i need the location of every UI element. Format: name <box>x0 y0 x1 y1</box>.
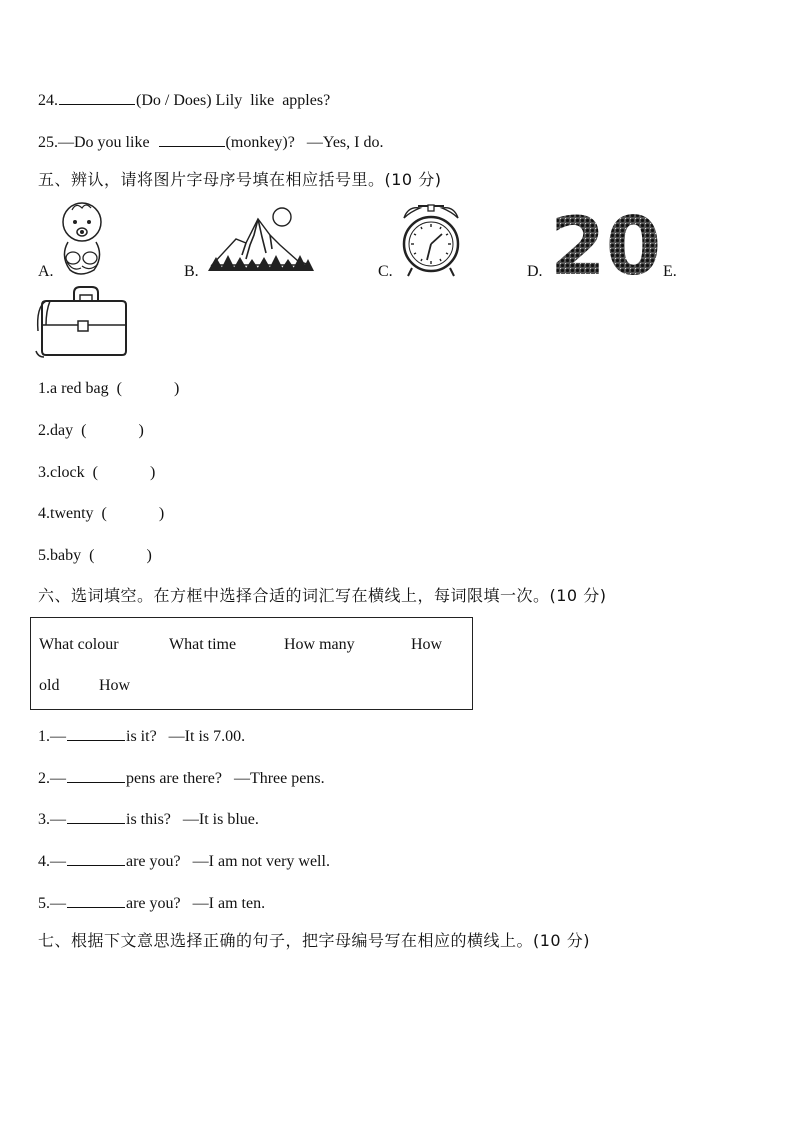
item-prefix: 2.— <box>38 770 66 787</box>
answer-blank[interactable] <box>67 724 125 741</box>
bag-icon <box>34 285 130 359</box>
item-text: is it? <box>126 728 157 745</box>
item-label: 5.baby <box>38 547 82 564</box>
answer-blank[interactable] <box>67 807 125 824</box>
item-text: pens are there? <box>126 770 222 787</box>
option-letter-a: A. <box>38 263 54 280</box>
word-bank-item: How <box>99 677 131 694</box>
match-item-3 <box>38 463 155 483</box>
question-25 <box>38 130 383 153</box>
section-5-heading: 五、辨认，请将图片字母序号填在相应括号里。(10 分) <box>38 170 442 189</box>
number-twenty-text: 20 <box>550 200 662 293</box>
match-item-1 <box>38 379 179 399</box>
option-letter-e: E. <box>663 263 677 280</box>
match-item-4 <box>38 504 164 524</box>
item-label: 3.clock <box>38 464 85 481</box>
paren-close: ) <box>158 505 165 522</box>
question-text: (Do / Does) Lily like apples? <box>136 92 331 109</box>
item-text: are you? <box>126 853 181 870</box>
paren-open: ( <box>101 505 107 522</box>
paren-close: ) <box>146 547 152 564</box>
word-bank-item: How many <box>284 636 355 653</box>
answer-blank[interactable] <box>67 891 125 908</box>
item-label: 1.a red bag <box>38 380 109 397</box>
answer-text: —Yes, I do. <box>306 134 384 151</box>
option-letter-d: D. <box>527 263 543 280</box>
question-number: 24. <box>38 92 58 109</box>
answer-text: —I am ten. <box>192 895 266 912</box>
paren-open: ( <box>116 380 122 397</box>
fill-item-2 <box>38 766 325 789</box>
mountain-icon <box>206 205 316 273</box>
answer-text: —Three pens. <box>233 770 325 787</box>
fill-item-1 <box>38 724 245 747</box>
paren-open: ( <box>92 464 98 481</box>
word-bank-item: What colour <box>39 636 119 653</box>
item-prefix: 1.— <box>38 728 66 745</box>
baby-icon <box>58 200 106 278</box>
fill-item-4 <box>38 849 330 872</box>
item-label: 4.twenty <box>38 505 94 522</box>
word-bank-item: How <box>411 636 443 653</box>
question-text: (monkey)? <box>225 134 295 151</box>
match-item-5 <box>38 546 152 566</box>
match-item-2 <box>38 421 144 441</box>
item-text: is this? <box>126 811 171 828</box>
section-7-heading: 七、根据下文意思选择正确的句子，把字母编号写在相应的横线上。(10 分) <box>38 931 590 950</box>
answer-text: —It is blue. <box>182 811 259 828</box>
word-bank-item: What time <box>169 636 237 653</box>
paren-open: ( <box>81 422 87 439</box>
alarm-clock-icon <box>400 202 462 278</box>
paren-close: ) <box>173 380 180 397</box>
paren-open: ( <box>89 547 95 564</box>
item-prefix: 4.— <box>38 853 66 870</box>
item-prefix: 3.— <box>38 811 66 828</box>
answer-blank[interactable] <box>159 130 225 147</box>
fill-item-5 <box>38 891 265 914</box>
paren-close: ) <box>149 464 156 481</box>
item-label: 2.day <box>38 422 74 439</box>
option-letter-b: B. <box>184 263 199 280</box>
question-24 <box>38 88 330 111</box>
answer-blank[interactable] <box>59 88 135 105</box>
answer-text: —It is 7.00. <box>168 728 246 745</box>
item-prefix: 5.— <box>38 895 66 912</box>
option-letter-c: C. <box>378 263 393 280</box>
question-text: —Do you like <box>58 134 150 151</box>
answer-text: —I am not very well. <box>192 853 330 870</box>
number-twenty-icon <box>550 200 662 293</box>
word-bank-item: old <box>39 677 60 694</box>
answer-blank[interactable] <box>67 849 125 866</box>
section-6-heading: 六、选词填空。在方框中选择合适的词汇写在横线上，每词限填一次。(10 分) <box>38 586 607 605</box>
item-text: are you? <box>126 895 181 912</box>
word-bank-box <box>30 617 473 710</box>
paren-close: ) <box>138 422 144 439</box>
fill-item-3 <box>38 807 259 830</box>
answer-blank[interactable] <box>67 766 125 783</box>
question-number: 25. <box>38 134 58 151</box>
